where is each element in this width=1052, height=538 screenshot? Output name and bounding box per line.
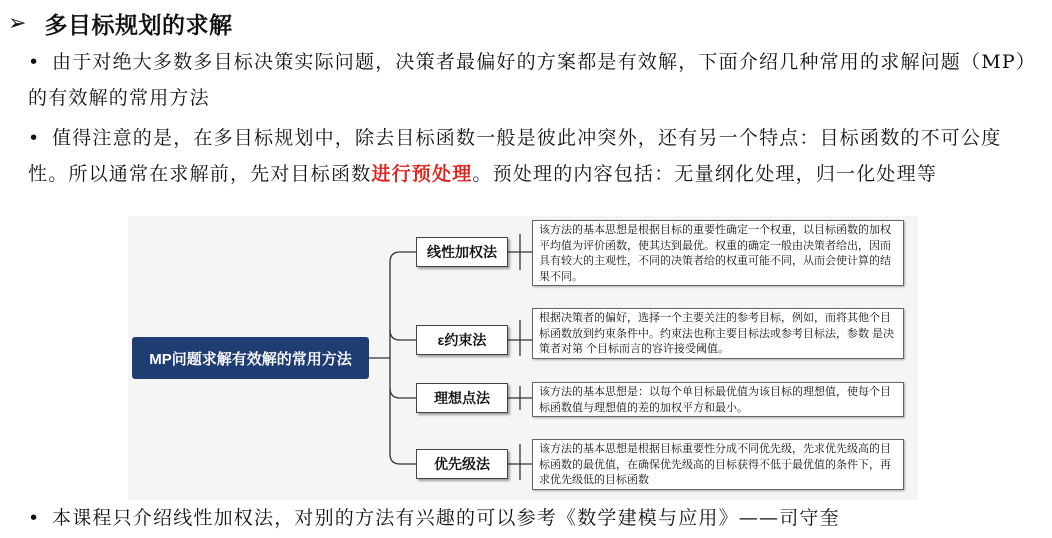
bullet-2-text-a: 值得注意的是，在多目标规划中，除去目标函数一般是彼此冲突外，还有另一个特点：目标函数的不可公度性。所以通常在求解前，先对目标函数 — [28, 127, 1002, 185]
method-description-linear-weighting: 该方法的基本思想是根据目标的重要性确定一个权重，以目标函数的加权平均值为评价函数，使其达到最优。权重的确定一般由决策者给出，因而具有较大的主观性，不同的决策者给的权重可能不同，从而会使计算的结果不同。 — [532, 220, 904, 286]
method-node-linear-weighting: 线性加权法 — [416, 237, 508, 267]
connector-desc-3 — [508, 386, 532, 410]
page-title: 多目标规划的求解 — [44, 12, 233, 39]
bullet-3 — [28, 500, 1038, 536]
bullet-dot: • — [28, 51, 41, 73]
center-node: MP问题求解有效解的常用方法 — [132, 337, 369, 379]
method-description-priority: 该方法的基本思想是根据目标重要性分成不同优先级，先求优先级高的目标函数的最优值，在确保优先级高的目标获得不低于最优值的条件下，再求优先级低的目标函数 — [532, 439, 904, 490]
bullet-dot: • — [28, 127, 41, 149]
connector-branch-1 — [390, 252, 416, 464]
bullet-2 — [28, 120, 1038, 192]
bullet-3-text: 本课程只介绍线性加权法，对别的方法有兴趣的可以参考《数学建模与应用》——司守奎 — [52, 507, 840, 529]
bullet-2-text-b: 。预处理的内容包括：无量纲化处理，归一化处理等 — [472, 163, 938, 185]
method-node-priority: 优先级法 — [416, 449, 508, 479]
bullet-1 — [28, 44, 1038, 116]
method-description-ideal-point: 该方法的基本思想是：以每个单目标最优值为该目标的理想值，使每个目标函数值与理想值的差的加权平方和最小。 — [532, 382, 904, 417]
bullet-1-text: 由于对绝大多数多目标决策实际问题，决策者最偏好的方案都是有效解，下面介绍几种常用的求解问题（MP）的有效解的常用方法 — [28, 51, 1037, 109]
methods-mindmap — [128, 216, 918, 500]
bullet-dot: • — [28, 507, 41, 529]
connector-desc-4 — [508, 444, 532, 480]
section-heading — [8, 6, 232, 40]
highlight-text: 进行预处理 — [371, 163, 473, 185]
method-node-epsilon-constraint: ε约束法 — [416, 325, 508, 355]
arrow-bullet-icon: ➢ — [8, 10, 27, 36]
method-node-ideal-point: 理想点法 — [416, 383, 508, 413]
method-description-epsilon-constraint: 根据决策者的偏好，选择一个主要关注的参考目标，例如，而将其他个目标函数放到约束条件中。约束法也称主要目标法或参考目标法，参数 是决策者对第 个目标而言的容许接受阈值。 — [532, 308, 904, 359]
connector-branch-2 — [390, 330, 416, 398]
connector-desc-2 — [508, 320, 532, 356]
connector-desc-1 — [508, 234, 532, 270]
